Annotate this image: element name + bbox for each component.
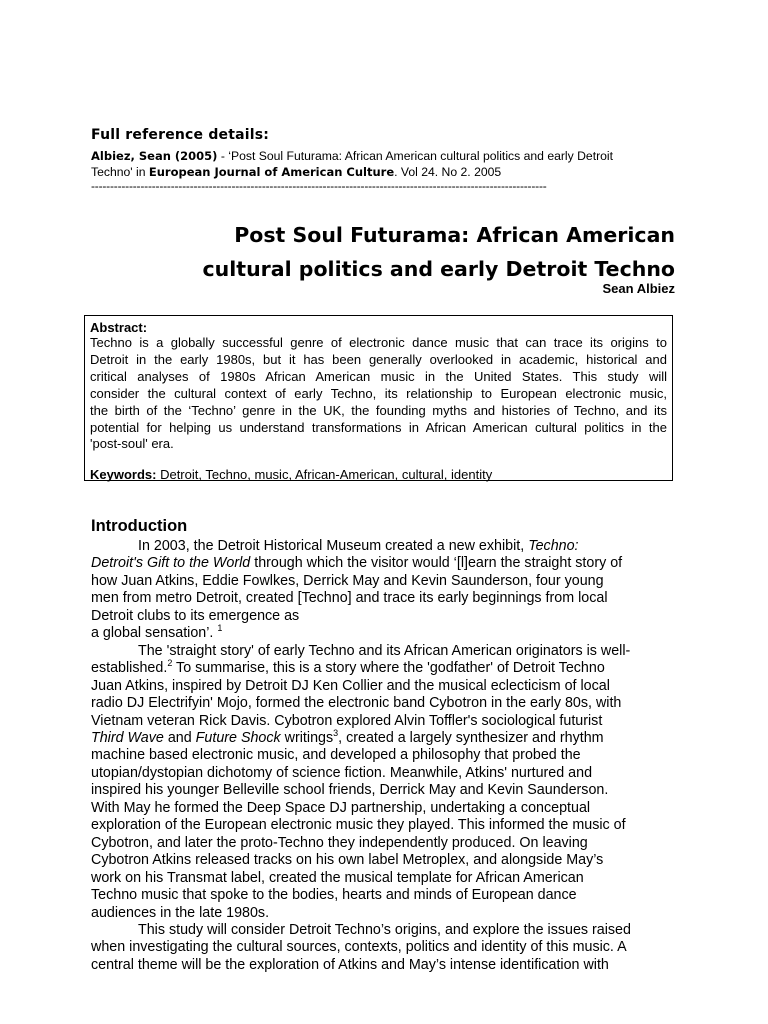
text-run: To summarise, this is a story where the 'godfather' of Detroit Techno: [172, 660, 605, 677]
reference-separator: ------------------------------------------------------------------------------------------------------------------------: [91, 180, 547, 192]
text-run: In 2003, the Detroit Historical Museum created a new exhibit,: [138, 538, 529, 554]
reference-journal: European Journal of American Culture: [148, 165, 395, 179]
text-line: radio DJ Electrifyin' Mojo, formed the electronic band Cybotron in the early 80s, with: [91, 695, 622, 712]
paragraph-1: [91, 538, 673, 643]
reference-author: Albiez, Sean (2005): [91, 149, 218, 163]
text-line: how Juan Atkins, Eddie Fowlkes, Derrick May and Kevin Saunderson, four young: [91, 572, 604, 589]
abstract-line: 'post-soul' era.: [90, 436, 174, 452]
introduction-body: [91, 538, 673, 974]
reference-volume: . Vol 24. No 2. 2005: [394, 165, 502, 179]
text-run: and: [163, 729, 196, 746]
paragraph-3: [91, 922, 673, 974]
footnote-ref[interactable]: 2: [167, 658, 173, 669]
text-line: [91, 538, 673, 555]
reference-line-1: [91, 148, 661, 164]
reference-line-2: [91, 164, 661, 180]
keywords-list: Detroit, Techno, music, African-American, cultural, identity: [156, 467, 493, 483]
text-run: a global sensation’.: [91, 625, 214, 642]
paper-title-line-2: cultural politics and early Detroit Techno: [202, 257, 675, 281]
reference-line2-start: Techno' in: [91, 165, 149, 179]
book-title: Third Wave: [91, 729, 164, 746]
abstract-text: [90, 335, 667, 453]
paper-author: Sean Albiez: [602, 281, 675, 296]
abstract-line: Techno is a globally successful genre of electronic dance music that can trace its origins to: [90, 335, 667, 350]
book-title: Future Shock: [195, 729, 281, 746]
text-line: Detroit clubs to its emergence as: [91, 607, 300, 624]
text-line: utopian/dystopian dichotomy of science fiction. Meanwhile, Atkins' nurtured and: [91, 764, 593, 781]
exhibit-title: Detroit's Gift to the World: [91, 555, 251, 572]
text-line: Juan Atkins, inspired by Detroit DJ Ken Collier and the musical eclecticism of local: [91, 677, 610, 694]
text-line: This study will consider Detroit Techno’s origins, and explore the issues raised: [138, 921, 631, 938]
text-line: Cybotron Atkins released tracks on his own label Metroplex, and alongside May’s: [91, 852, 604, 869]
text-line: central theme will be the exploration of Atkins and May’s intense identification with: [91, 956, 609, 973]
abstract-line: critical analyses of 1980s African American music in the United States. This study will: [90, 368, 667, 384]
abstract-line: potential for helping us understand transformations in African American cultural politics in the: [90, 419, 667, 435]
text-run: writings: [280, 729, 334, 746]
text-run: established.: [91, 660, 168, 677]
text-line: Vietnam veteran Rick Davis. Cybotron explored Alvin Toffler's sociological futurist: [91, 712, 603, 729]
reference-article-title: - ‘Post Soul Futurama: African American cultural politics and early Detroit: [217, 149, 614, 163]
abstract-box: [84, 315, 673, 481]
text-line: inspired his younger Belleville school friends, Derrick May and Kevin Saunderson.: [91, 782, 609, 799]
text-line: [91, 730, 673, 747]
text-line: audiences in the late 1980s.: [91, 904, 270, 921]
text-line: Techno music that spoke to the bodies, hearts and minds of European dance: [91, 887, 577, 904]
text-line: when investigating the cultural sources, contexts, politics and identity of this music. A: [91, 939, 627, 956]
text-line: machine based electronic music, and developed a philosophy that probed the: [91, 747, 581, 764]
paper-title: [91, 218, 675, 286]
text-line: [91, 555, 673, 572]
text-line: [91, 625, 673, 642]
exhibit-title: Techno:: [528, 538, 579, 554]
paragraph-2: [91, 643, 673, 922]
reference-heading: Full reference details:: [91, 127, 270, 143]
paper-title-line-1: Post Soul Futurama: African American: [234, 223, 675, 247]
keywords-label: Keywords:: [90, 467, 157, 483]
text-line: The 'straight story' of early Techno and its African American originators is well-: [138, 642, 631, 659]
text-run: , created a largely synthesizer and rhythm: [338, 729, 604, 746]
text-line: men from metro Detroit, created [Techno] and trace its early beginnings from local: [91, 590, 608, 607]
text-line: exploration of the European electronic music they played. This informed the music of: [91, 817, 626, 834]
abstract-line: consider the cultural context of early Techno, its relationship to European electronic music,: [90, 385, 667, 401]
text-line: With May he formed the Deep Space DJ partnership, undertaking a conceptual: [91, 799, 591, 816]
keywords: [90, 467, 667, 483]
reference-block: [91, 127, 661, 192]
text-line: work on his Transmat label, created the musical template for African American: [91, 869, 584, 886]
text-line: Cybotron, and later the proto-Techno they independently produced. On leaving: [91, 834, 588, 851]
abstract-label: Abstract:: [90, 320, 148, 335]
footnote-ref[interactable]: 3: [333, 728, 339, 739]
abstract-line: the birth of the ‘Techno’ genre in the UK, the founding myths and histories of Techno, and its: [90, 402, 667, 418]
abstract-line: Detroit in the early 1980s, but it has been generally overlooked in academic, historical and: [90, 351, 667, 367]
footnote-ref[interactable]: 1: [217, 623, 223, 634]
text-line: [91, 660, 673, 677]
introduction-heading: Introduction: [91, 517, 188, 535]
text-run: through which the visitor would ‘[l]earn the straight story of: [250, 555, 623, 572]
